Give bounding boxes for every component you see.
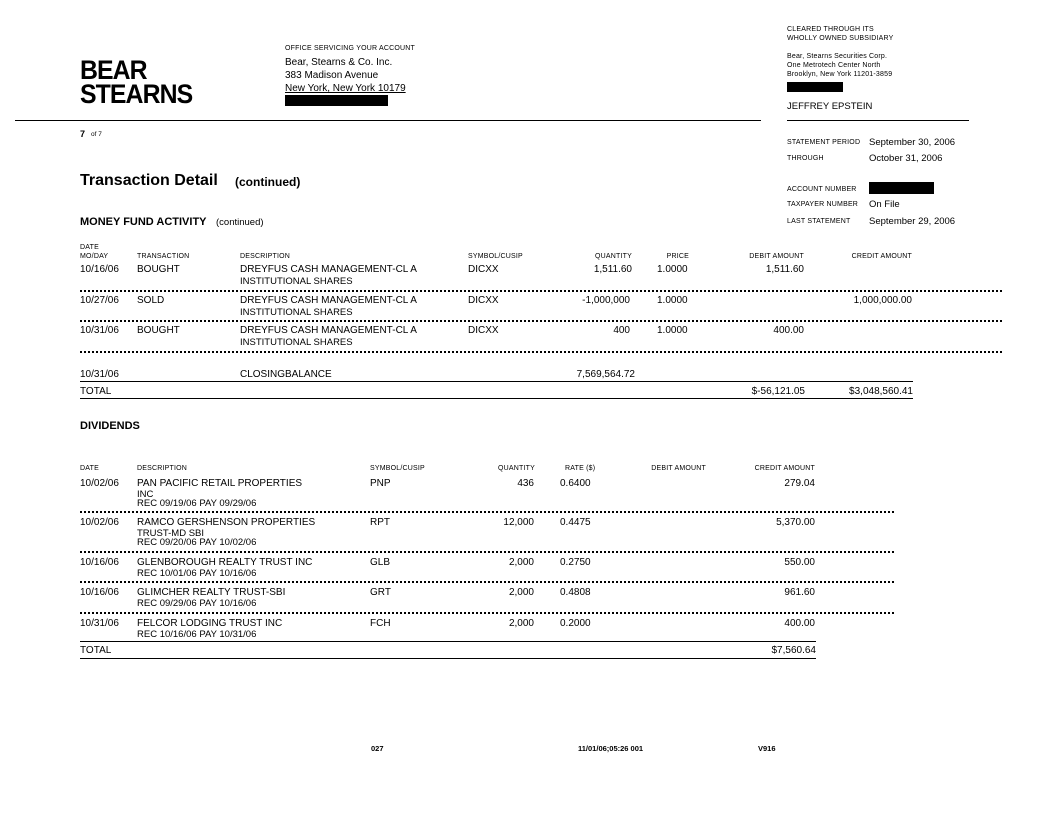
mf-header-date-top: DATE bbox=[80, 244, 99, 251]
div-date: 10/02/06 bbox=[80, 478, 119, 489]
mf-symbol: DICXX bbox=[468, 264, 499, 275]
mf-date: 10/27/06 bbox=[80, 295, 119, 306]
div-credit: 400.00 bbox=[784, 618, 815, 629]
total-top-rule bbox=[80, 381, 913, 382]
row-divider bbox=[80, 290, 1002, 292]
div-date: 10/02/06 bbox=[80, 517, 119, 528]
section-title: Transaction Detail bbox=[80, 172, 218, 189]
div-description-1: RAMCO GERSHENSON PROPERTIES bbox=[137, 517, 316, 528]
account-holder: JEFFREY EPSTEIN bbox=[787, 101, 873, 112]
mf-price: 1.0000 bbox=[657, 295, 688, 306]
mf-header-quantity: QUANTITY bbox=[595, 253, 632, 260]
mf-quantity: 1,511.60 bbox=[593, 264, 632, 275]
mf-transaction: BOUGHT bbox=[137, 325, 180, 336]
last-statement-value: September 29, 2006 bbox=[869, 216, 956, 227]
page-number: 7 bbox=[80, 129, 86, 139]
mf-description-1: DREYFUS CASH MANAGEMENT-CL A bbox=[240, 325, 417, 336]
office-label: OFFICE SERVICING YOUR ACCOUNT bbox=[285, 45, 416, 52]
mf-header-debit: DEBIT AMOUNT bbox=[749, 253, 804, 260]
mf-debit: 400.00 bbox=[773, 325, 804, 336]
mf-header-description: DESCRIPTION bbox=[240, 253, 291, 260]
div-header-symbol: SYMBOL/CUSIP bbox=[370, 465, 425, 472]
total-bottom-rule bbox=[80, 398, 913, 399]
div-credit: 279.04 bbox=[784, 478, 815, 489]
div-description-1: PAN PACIFIC RETAIL PROPERTIES bbox=[137, 478, 303, 489]
mf-total-debit: $-56,121.05 bbox=[751, 386, 805, 397]
header-divider bbox=[15, 120, 761, 121]
money-fund-subtitle: (continued) bbox=[216, 217, 264, 228]
clearing-name: Bear, Stearns Securities Corp. bbox=[787, 53, 888, 60]
mf-symbol: DICXX bbox=[468, 325, 499, 336]
div-header-credit: CREDIT AMOUNT bbox=[754, 465, 815, 472]
div-symbol: RPT bbox=[370, 517, 390, 528]
mf-description-2: INSTITUTIONAL SHARES bbox=[240, 337, 353, 348]
mf-price: 1.0000 bbox=[657, 325, 688, 336]
taxpayer-value: On File bbox=[869, 199, 900, 210]
div-quantity: 2,000 bbox=[508, 557, 534, 568]
div-description-2: REC 10/01/06 PAY 10/16/06 bbox=[137, 568, 257, 579]
mf-description-1: DREYFUS CASH MANAGEMENT-CL A bbox=[240, 264, 417, 275]
dividends-title: DIVIDENDS bbox=[80, 420, 140, 432]
div-quantity: 2,000 bbox=[508, 587, 534, 598]
div-rate: 0.6400 bbox=[560, 478, 591, 489]
row-divider bbox=[80, 551, 894, 553]
redaction-bar bbox=[787, 82, 843, 92]
row-divider bbox=[80, 320, 1002, 322]
mf-header-transaction: TRANSACTION bbox=[137, 253, 190, 260]
logo-line-1: BEAR bbox=[80, 55, 147, 85]
div-date: 10/31/06 bbox=[80, 618, 119, 629]
row-divider bbox=[80, 511, 894, 513]
through-value: October 31, 2006 bbox=[869, 153, 943, 164]
clearing-street: One Metrotech Center North bbox=[787, 62, 881, 69]
mf-date: 10/31/06 bbox=[80, 325, 119, 336]
row-divider bbox=[80, 351, 1002, 353]
mf-header-credit: CREDIT AMOUNT bbox=[851, 253, 912, 260]
mf-header-symbol: SYMBOL/CUSIP bbox=[468, 253, 523, 260]
div-description-2: INC bbox=[137, 489, 154, 500]
div-rate: 0.4808 bbox=[560, 587, 591, 598]
statement-period-value: September 30, 2006 bbox=[869, 137, 956, 148]
money-fund-title: MONEY FUND ACTIVITY bbox=[80, 216, 207, 228]
mf-date: 10/16/06 bbox=[80, 264, 119, 275]
closing-date: 10/31/06 bbox=[80, 369, 119, 380]
div-description-1: GLENBOROUGH REALTY TRUST INC bbox=[137, 557, 313, 568]
total-bottom-rule bbox=[80, 658, 816, 659]
div-date: 10/16/06 bbox=[80, 557, 119, 568]
div-header-quantity: QUANTITY bbox=[498, 465, 535, 472]
div-description-1: GLIMCHER REALTY TRUST-SBI bbox=[137, 587, 286, 598]
page-of-label: of 7 bbox=[91, 131, 102, 138]
mf-description-1: DREYFUS CASH MANAGEMENT-CL A bbox=[240, 295, 417, 306]
row-divider bbox=[80, 612, 894, 614]
mf-transaction: BOUGHT bbox=[137, 264, 180, 275]
div-quantity: 12,000 bbox=[503, 517, 534, 528]
div-credit: 550.00 bbox=[784, 557, 815, 568]
redaction-bar bbox=[869, 182, 934, 194]
cleared-line-1: CLEARED THROUGH ITS bbox=[787, 26, 874, 33]
div-quantity: 436 bbox=[517, 478, 534, 489]
div-symbol: PNP bbox=[370, 478, 391, 489]
mf-total-label: TOTAL bbox=[80, 386, 112, 397]
mf-header-date: MO/DAY bbox=[80, 253, 109, 260]
statement-period-label: STATEMENT PERIOD bbox=[787, 139, 861, 146]
mf-quantity: -1,000,000 bbox=[582, 295, 630, 306]
office-city: New York, New York 10179 bbox=[285, 83, 406, 94]
div-quantity: 2,000 bbox=[508, 618, 534, 629]
div-description-2: REC 09/29/06 PAY 10/16/06 bbox=[137, 598, 257, 609]
div-symbol: GRT bbox=[370, 587, 391, 598]
closing-label: CLOSINGBALANCE bbox=[240, 369, 332, 380]
div-total-label: TOTAL bbox=[80, 645, 112, 656]
mf-description-2: INSTITUTIONAL SHARES bbox=[240, 276, 353, 287]
mf-header-price: PRICE bbox=[666, 253, 689, 260]
div-description-1: FELCOR LODGING TRUST INC bbox=[137, 618, 283, 629]
footer-version: V916 bbox=[758, 744, 776, 753]
office-street: 383 Madison Avenue bbox=[285, 70, 379, 81]
total-top-rule bbox=[80, 641, 816, 642]
div-symbol: GLB bbox=[370, 557, 391, 568]
div-total-credit: $7,560.64 bbox=[771, 645, 816, 656]
through-label: THROUGH bbox=[787, 155, 824, 162]
closing-value: 7,569,564.72 bbox=[576, 369, 635, 380]
section-subtitle: (continued) bbox=[235, 175, 301, 189]
last-statement-label: LAST STATEMENT bbox=[787, 218, 851, 225]
logo-line-2: STEARNS bbox=[80, 79, 193, 109]
taxpayer-label: TAXPAYER NUMBER bbox=[787, 201, 859, 208]
div-rate: 0.2750 bbox=[560, 557, 591, 568]
div-description-3: REC 09/19/06 PAY 09/29/06 bbox=[137, 498, 257, 509]
mf-description-2: INSTITUTIONAL SHARES bbox=[240, 307, 353, 318]
mf-transaction: SOLD bbox=[137, 295, 165, 306]
redaction-bar bbox=[285, 95, 388, 106]
div-header-rate: RATE ($) bbox=[565, 465, 596, 472]
div-description-2: TRUST-MD SBI bbox=[137, 528, 205, 539]
clearing-city: Brooklyn, New York 11201-3859 bbox=[787, 71, 893, 78]
div-rate: 0.2000 bbox=[560, 618, 591, 629]
div-header-description: DESCRIPTION bbox=[137, 465, 188, 472]
div-credit: 5,370.00 bbox=[776, 517, 815, 528]
mf-debit: 1,511.60 bbox=[765, 264, 804, 275]
div-symbol: FCH bbox=[370, 618, 391, 629]
mf-credit: 1,000,000.00 bbox=[853, 295, 912, 306]
div-rate: 0.4475 bbox=[560, 517, 591, 528]
office-name: Bear, Stearns & Co. Inc. bbox=[285, 57, 393, 68]
header-divider-right bbox=[787, 120, 969, 121]
cleared-line-2: WHOLLY OWNED SUBSIDIARY bbox=[787, 35, 894, 42]
div-description-3: REC 09/20/06 PAY 10/02/06 bbox=[137, 537, 257, 548]
div-credit: 961.60 bbox=[784, 587, 815, 598]
row-divider bbox=[80, 581, 894, 583]
mf-symbol: DICXX bbox=[468, 295, 499, 306]
div-description-2: REC 10/16/06 PAY 10/31/06 bbox=[137, 629, 257, 640]
footer-timestamp: 11/01/06;05:26 001 bbox=[578, 744, 644, 753]
div-header-date: DATE bbox=[80, 465, 99, 472]
footer-code: 027 bbox=[371, 744, 384, 753]
mf-quantity: 400 bbox=[613, 325, 630, 336]
bear-stearns-logo bbox=[80, 55, 193, 109]
mf-price: 1.0000 bbox=[657, 264, 688, 275]
account-number-label: ACCOUNT NUMBER bbox=[787, 186, 857, 193]
div-date: 10/16/06 bbox=[80, 587, 119, 598]
mf-total-credit: $3,048,560.41 bbox=[849, 386, 913, 397]
div-header-debit: DEBIT AMOUNT bbox=[651, 465, 706, 472]
